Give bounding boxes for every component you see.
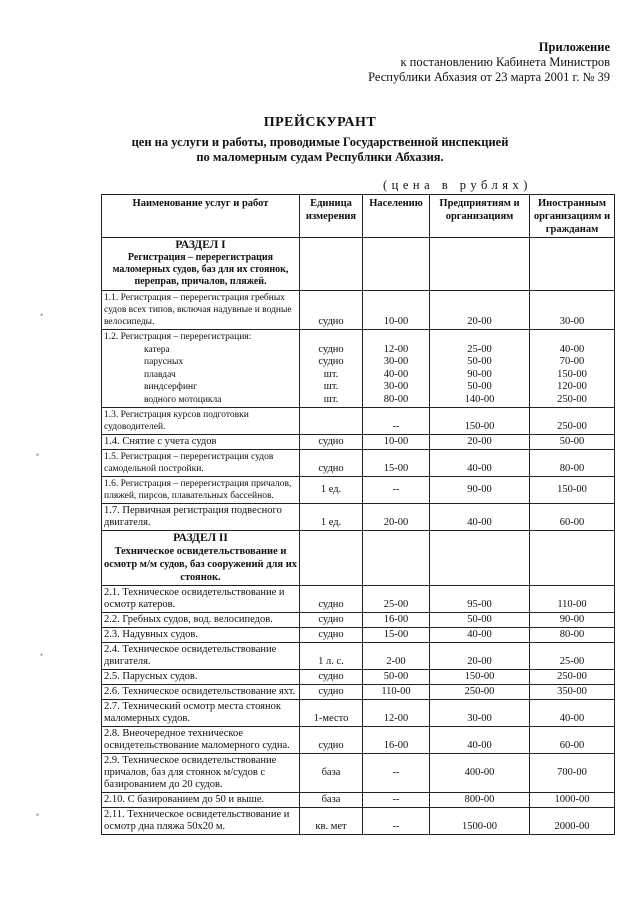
table-row (102, 670, 615, 685)
scan-speck: • (40, 650, 44, 660)
row-2-11-enterprises: 1500-00 (430, 808, 530, 835)
table-row (102, 504, 615, 531)
row-2-4-unit: 1 л. с. (300, 643, 363, 670)
row-1-2-item: водного мотоцикла (144, 394, 222, 405)
row-2-4-foreign: 25-00 (530, 643, 615, 670)
table-row (102, 685, 615, 700)
section-2-desc: Техническое освидетельствование и осмотр м/м судов, баз сооружений для их стоянок. (104, 546, 297, 583)
section-1-desc: Регистрация – перерегистрация маломерных судов, баз для их стоянок, переправ, причалов, пляжей. (112, 252, 289, 287)
row-2-1-foreign: 110-00 (530, 586, 615, 613)
row-1-6-unit: 1 ед. (300, 477, 363, 504)
row-1-6-enterprises: 90-00 (430, 477, 530, 504)
row-2-3-name: 2.3. Надувных судов. (102, 628, 300, 643)
price-value: 90-00 (467, 368, 492, 380)
row-1-2-foreign (530, 330, 615, 408)
appendix-title: Приложение (538, 40, 610, 54)
section-2-row (102, 531, 615, 586)
row-2-2-foreign: 90-00 (530, 613, 615, 628)
row-2-3-population: 15-00 (363, 628, 430, 643)
row-1-1-unit: судно (300, 291, 363, 330)
row-1-6-name: 1.6. Регистрация – перерегистрация причалов, пляжей, пирсов, плавательных бассейнов. (102, 477, 300, 504)
row-2-9-enterprises: 400-00 (430, 754, 530, 793)
row-2-5-population: 50-00 (363, 670, 430, 685)
row-2-1-enterprises: 95-00 (430, 586, 530, 613)
row-2-9-foreign: 700-00 (530, 754, 615, 793)
row-1-2-name (102, 330, 300, 408)
price-value: 50-00 (467, 381, 492, 392)
table-row (102, 808, 615, 835)
table-row (102, 793, 615, 808)
header-population: Населению (363, 195, 430, 238)
row-1-5-name: 1.5. Регистрация – перерегистрация судов самодельной постройки. (102, 450, 300, 477)
price-value: 30-00 (383, 381, 409, 392)
row-1-7-foreign: 60-00 (530, 504, 615, 531)
price-value: 12-00 (383, 343, 409, 355)
price-value: 30-00 (383, 356, 409, 367)
row-2-4-enterprises: 20-00 (430, 643, 530, 670)
row-1-2-item: виндсерфинг (144, 382, 198, 392)
row-1-1-foreign: 30-00 (530, 291, 615, 330)
row-2-7-foreign: 40-00 (530, 700, 615, 727)
row-2-6-unit: судно (300, 685, 363, 700)
row-1-2-item: парусных (144, 357, 184, 367)
price-value: 150-00 (557, 368, 587, 380)
price-value: 250-00 (557, 393, 587, 405)
row-2-1-name: 2.1. Техническое освидетельствование и осмотр катеров. (102, 586, 300, 613)
row-2-2-name: 2.2. Гребных судов, вод. велосипедов. (102, 613, 300, 628)
row-1-2-item: плавдач (144, 369, 176, 380)
row-1-3-unit (300, 408, 363, 435)
row-2-7-enterprises: 30-00 (430, 700, 530, 727)
row-2-3-enterprises: 40-00 (430, 628, 530, 643)
row-2-9-name: 2.9. Техническое освидетельствование причалов, баз для стоянок м/судов с базированием до 20 судов. (102, 754, 300, 793)
currency-note: (цена в рублях) (383, 178, 532, 192)
row-1-4-population: 10-00 (363, 435, 430, 450)
row-2-11-name: 2.11. Техническое освидетельствование и осмотр дна пляжа 50х20 м. (102, 808, 300, 835)
row-2-5-foreign: 250-00 (530, 670, 615, 685)
row-1-5-foreign: 80-00 (530, 450, 615, 477)
appendix-block (368, 40, 610, 85)
appendix-line-1: к постановлению Кабинета Министров (400, 55, 610, 69)
row-2-10-name: 2.10. С базированием до 50 и выше. (102, 793, 300, 808)
row-2-11-foreign: 2000-00 (530, 808, 615, 835)
scan-speck: • (36, 810, 40, 820)
scan-speck: • (40, 310, 44, 320)
document-title: ПРЕЙСКУРАНТ (263, 115, 377, 130)
row-1-6-foreign: 150-00 (530, 477, 615, 504)
row-1-4-enterprises: 20-00 (430, 435, 530, 450)
table-row (102, 700, 615, 727)
row-2-10-enterprises: 800-00 (430, 793, 530, 808)
section-1-title: РАЗДЕЛ I (175, 239, 226, 251)
row-1-7-name: 1.7. Первичная регистрация подвесного двигателя. (102, 504, 300, 531)
price-value: 40-00 (559, 343, 585, 355)
table-row (102, 435, 615, 450)
row-1-2-enterprises (430, 330, 530, 408)
row-2-10-population: -- (363, 793, 430, 808)
row-1-5-population: 15-00 (363, 450, 430, 477)
header-unit: Единица измерения (300, 195, 363, 238)
row-2-5-name: 2.5. Парусных судов. (102, 670, 300, 685)
row-2-8-unit: судно (300, 727, 363, 754)
row-2-6-population: 110-00 (363, 685, 430, 700)
section-2-title: РАЗДЕЛ II (173, 532, 228, 544)
unit-value: судно (318, 356, 344, 367)
table-row (102, 408, 615, 435)
row-2-3-foreign: 80-00 (530, 628, 615, 643)
row-1-1-population: 10-00 (363, 291, 430, 330)
row-2-2-population: 16-00 (363, 613, 430, 628)
price-table (101, 194, 615, 835)
table-row (102, 727, 615, 754)
row-1-2-units (300, 330, 363, 408)
row-2-5-enterprises: 150-00 (430, 670, 530, 685)
row-2-1-population: 25-00 (363, 586, 430, 613)
row-2-11-unit: кв. мет (300, 808, 363, 835)
row-2-9-population: -- (363, 754, 430, 793)
subtitle-line-2: по маломерным судам Республики Абхазия. (196, 150, 444, 164)
row-2-10-unit: база (300, 793, 363, 808)
row-2-5-unit: судно (300, 670, 363, 685)
row-2-4-name: 2.4. Техническое освидетельствование двигателя. (102, 643, 300, 670)
row-1-3-enterprises: 150-00 (430, 408, 530, 435)
row-2-9-unit: база (300, 754, 363, 793)
row-2-6-name: 2.6. Техническое освидетельствование яхт. (102, 685, 300, 700)
scan-speck: • (36, 450, 40, 460)
unit-value: шт. (323, 368, 339, 380)
table-row (102, 291, 615, 330)
row-2-8-population: 16-00 (363, 727, 430, 754)
row-1-3-name: 1.3. Регистрация курсов подготовки судоводителей. (102, 408, 300, 435)
table-row (102, 628, 615, 643)
table-header-row (102, 195, 615, 238)
row-2-6-foreign: 350-00 (530, 685, 615, 700)
table-row (102, 586, 615, 613)
table-row (102, 754, 615, 793)
table-row (102, 643, 615, 670)
price-value: 40-00 (383, 368, 409, 380)
subtitle-line-1: цен на услуги и работы, проводимые Государственной инспекцией (131, 135, 509, 149)
table-row (102, 477, 615, 504)
row-2-11-population: -- (363, 808, 430, 835)
row-2-7-name: 2.7. Технический осмотр места стоянок маломерных судов. (102, 700, 300, 727)
price-value: 120-00 (557, 381, 587, 392)
row-1-3-foreign: 250-00 (530, 408, 615, 435)
appendix-line-2: Республики Абхазия от 23 марта 2001 г. № 39 (368, 70, 610, 84)
table-row (102, 613, 615, 628)
header-foreign: Иностранным организациям и гражданам (530, 195, 615, 238)
row-1-2-title: 1.2. Регистрация – перерегистрация: (104, 332, 252, 342)
row-2-8-enterprises: 40-00 (430, 727, 530, 754)
row-1-1-enterprises: 20-00 (430, 291, 530, 330)
row-2-8-name: 2.8. Внеочередное техническое освидетельствование маломерного судна. (102, 727, 300, 754)
header-enterprises: Предприятиям и организациям (430, 195, 530, 238)
row-1-2-population (363, 330, 430, 408)
header-name: Наименование услуг и работ (102, 195, 300, 238)
row-2-3-unit: судно (300, 628, 363, 643)
row-1-3-population: -- (363, 408, 430, 435)
table-row (102, 450, 615, 477)
row-2-4-population: 2-00 (363, 643, 430, 670)
row-2-8-foreign: 60-00 (530, 727, 615, 754)
row-2-2-enterprises: 50-00 (430, 613, 530, 628)
document-subtitle (0, 135, 640, 165)
row-1-1-name: 1.1. Регистрация – перерегистрация гребных судов всех типов, включая надувные и водные велосипеды. (102, 291, 300, 330)
price-value: 70-00 (559, 356, 585, 367)
unit-value: шт. (323, 381, 339, 392)
unit-value: шт. (323, 393, 339, 405)
row-1-6-population: -- (363, 477, 430, 504)
row-2-7-population: 12-00 (363, 700, 430, 727)
section-1-cell (102, 238, 300, 291)
section-2-cell (102, 531, 300, 586)
price-value: 25-00 (467, 343, 492, 355)
row-1-4-name: 1.4. Снятие с учета судов (102, 435, 300, 450)
row-2-10-foreign: 1000-00 (530, 793, 615, 808)
row-1-2-item: катера (144, 344, 170, 355)
price-value: 140-00 (464, 393, 495, 405)
row-1-5-unit: судно (300, 450, 363, 477)
row-1-5-enterprises: 40-00 (430, 450, 530, 477)
row-2-1-unit: судно (300, 586, 363, 613)
table-row (102, 330, 615, 408)
row-2-7-unit: 1-место (300, 700, 363, 727)
section-1-row (102, 238, 615, 291)
row-1-4-unit: судно (300, 435, 363, 450)
row-1-4-foreign: 50-00 (530, 435, 615, 450)
row-1-7-population: 20-00 (363, 504, 430, 531)
row-1-7-unit: 1 ед. (300, 504, 363, 531)
row-2-2-unit: судно (300, 613, 363, 628)
row-2-6-enterprises: 250-00 (430, 685, 530, 700)
row-1-7-enterprises: 40-00 (430, 504, 530, 531)
unit-value: судно (318, 343, 344, 355)
price-value: 80-00 (383, 393, 409, 405)
price-value: 50-00 (467, 356, 492, 367)
